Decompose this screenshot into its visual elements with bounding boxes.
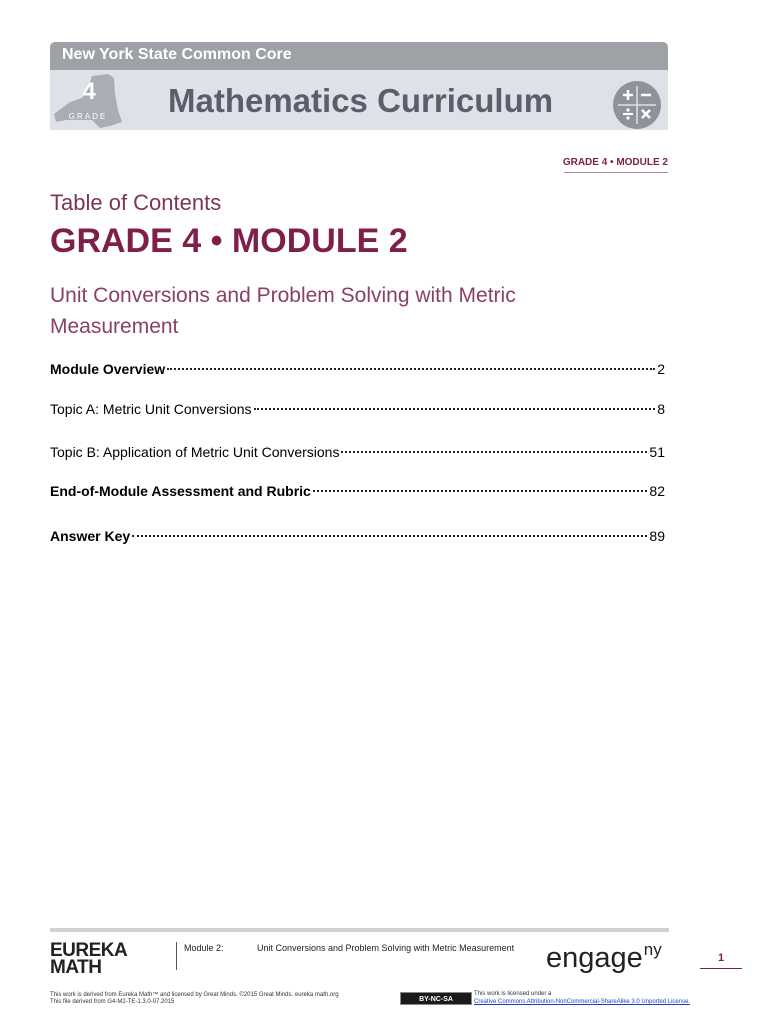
eureka-math-logo xyxy=(50,942,127,976)
module-label-underline xyxy=(564,172,668,173)
toc-leader-dots xyxy=(254,407,656,410)
engageny-logo xyxy=(546,940,662,975)
grade-word: GRADE xyxy=(68,112,108,121)
header-banner-text: New York State Common Core xyxy=(62,46,292,63)
engage-ny: ny xyxy=(643,940,662,959)
toc-entry-page: 89 xyxy=(649,528,665,544)
toc-entry-label: Topic A: Metric Unit Conversions xyxy=(50,401,252,417)
toc-entry-topic-a[interactable] xyxy=(50,401,665,421)
module-subtitle: Unit Conversions and Problem Solving with Metric Measurement xyxy=(50,284,516,338)
footer-module-title: Unit Conversions and Problem Solving with Metric Measurement xyxy=(257,943,515,953)
engage-word: engage xyxy=(546,942,643,974)
toc-entry-label: End-of-Module Assessment and Rubric xyxy=(50,483,311,499)
toc-entry-label: Topic B: Application of Metric Unit Conversions xyxy=(50,444,340,460)
toc-leader-dots xyxy=(132,534,647,537)
toc-entry-module-overview[interactable] xyxy=(50,361,665,381)
grade-number: 4 xyxy=(82,78,96,105)
footer-rule xyxy=(50,928,669,932)
toc-entry-assessment[interactable] xyxy=(50,483,665,503)
curriculum-title: Mathematics Curriculum xyxy=(168,82,554,119)
file-notice: This file derived from G4-M2-TE-1.3.0-07.2015 xyxy=(50,999,175,1005)
license-link[interactable]: Creative Commons Attribution-NonCommercial-ShareAlike 3.0 Unported License. xyxy=(474,999,691,1005)
toc-entry-answer-key[interactable] xyxy=(50,528,665,548)
toc-entry-page: 82 xyxy=(649,483,665,499)
toc-entry-page: 51 xyxy=(649,444,665,460)
toc-leader-dots xyxy=(167,367,655,370)
page-number: 1 xyxy=(717,952,725,964)
toc-entry-page: 8 xyxy=(657,401,665,417)
toc-leader-dots xyxy=(313,489,648,492)
toc-entry-label: Answer Key xyxy=(50,528,131,544)
eureka-logo-line2: MATH xyxy=(50,957,102,978)
module-label: GRADE 4 • MODULE 2 xyxy=(562,157,668,168)
footer-divider xyxy=(176,942,177,970)
footer-module: Module 2: xyxy=(184,943,224,953)
toc-entry-label: Module Overview xyxy=(50,361,166,377)
creative-commons-badge[interactable]: BY-NC-SA xyxy=(400,992,472,1005)
derived-notice: This work is derived from Eureka Math™ and licensed by Great Minds. ©2015 Great Minds. eureka math.org xyxy=(50,992,339,998)
toc-leader-dots xyxy=(341,450,647,453)
math-operations-icon xyxy=(612,80,662,130)
license-text: This work is licensed under a xyxy=(474,991,552,997)
toc-entry-page: 2 xyxy=(657,361,665,377)
page-number-underline xyxy=(700,968,742,969)
toc-heading: Table of Contents xyxy=(50,190,222,215)
eureka-logo-line1: EUREKA xyxy=(50,940,128,961)
grade-module-title: GRADE 4 • MODULE 2 xyxy=(50,222,408,260)
toc-entry-topic-b[interactable] xyxy=(50,444,665,464)
